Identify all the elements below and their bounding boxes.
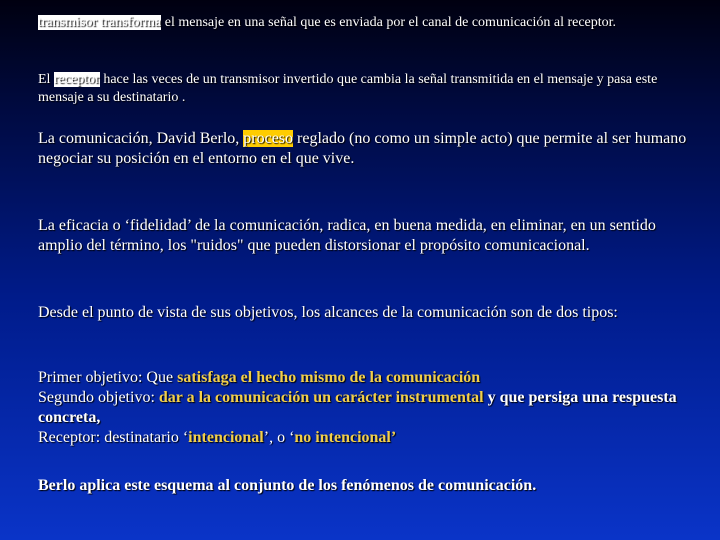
receptor-line-close: ’ bbox=[390, 429, 397, 446]
objective-first bbox=[38, 368, 688, 388]
receptor-no-intencional: no intencional bbox=[294, 429, 391, 446]
paragraph-berlo-pre: La comunicación, David Berlo, bbox=[38, 130, 244, 147]
paragraph-receptor bbox=[38, 71, 688, 107]
paragraph-transmisor-text: el mensaje en una señal que es enviada por el canal de comunicación al receptor. bbox=[161, 15, 617, 30]
objective-first-label: Primer objetivo: Que bbox=[38, 369, 178, 386]
receptor-line-label: Receptor: destinatario ‘ bbox=[38, 429, 189, 446]
highlight-proceso: proceso bbox=[243, 130, 294, 147]
objectives-block bbox=[38, 368, 688, 448]
paragraph-fidelidad: La eficacia o ‘fidelidad’ de la comunicación, radica, en buena medida, en eliminar, en un sentido amplio del término, los "ruidos" que pueden distorsionar el propósito comunicacional. bbox=[38, 217, 656, 254]
objective-second-label: Segundo objetivo: bbox=[38, 389, 159, 406]
receptor-line bbox=[38, 428, 688, 448]
objective-second-value: dar a la comunicación un carácter instrumental bbox=[158, 389, 484, 406]
paragraph-receptor-pre: El bbox=[38, 72, 54, 87]
objective-second bbox=[38, 388, 688, 428]
objective-second-rest: y que persiga una respuesta concreta, bbox=[38, 389, 677, 426]
receptor-intencional: intencional bbox=[188, 429, 264, 446]
highlight-receptor: receptor bbox=[53, 72, 100, 87]
paragraph-transmisor bbox=[38, 14, 688, 32]
paragraph-berlo-text: reglado (no como un simple acto) que permite al ser humano negociar su posición en el entorno en el que vive. bbox=[38, 130, 687, 167]
objective-first-value: satisfaga el hecho mismo de la comunicación bbox=[177, 369, 481, 386]
paragraph-receptor-text: hace las veces de un transmisor invertido que cambia la señal transmitida en el mensaje y pasa este mensaje a su destinatario . bbox=[38, 72, 658, 105]
paragraph-objetivos: Desde el punto de vista de sus objetivos, los alcances de la comunicación son de dos tipos: bbox=[38, 304, 618, 321]
receptor-line-mid: ’, o ‘ bbox=[263, 429, 295, 446]
highlight-transmisor-transforma: transmisor transforma bbox=[38, 15, 162, 30]
paragraph-berlo-proceso bbox=[38, 129, 688, 169]
paragraph-berlo-esquema: Berlo aplica este esquema al conjunto de los fenómenos de comunicación. bbox=[38, 477, 537, 494]
